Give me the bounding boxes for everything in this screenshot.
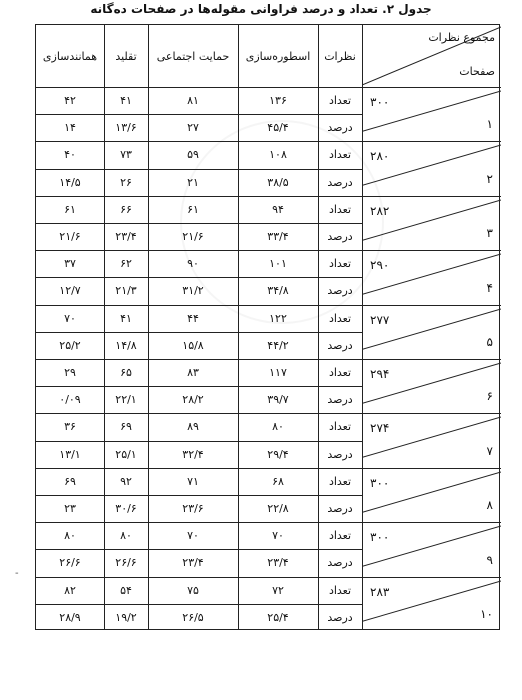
percent-label-cell: درصد <box>327 121 353 135</box>
header-pages: صفحات <box>459 65 495 78</box>
header-corner-cell <box>362 25 501 87</box>
count-social-cell: ۵۹ <box>187 148 199 162</box>
percent-identification-cell: ۲۳ <box>64 502 76 516</box>
count-social-cell: ۷۰ <box>187 529 199 543</box>
count-imitation-cell: ۶۵ <box>120 366 132 380</box>
page-cell <box>362 305 501 359</box>
count-label-cell: تعداد <box>328 420 352 434</box>
page-number: ۹ <box>486 552 493 567</box>
row-divider <box>36 332 362 333</box>
count-identification-cell: ۲۹ <box>64 366 76 380</box>
page-total-views: ۲۸۳ <box>370 584 390 599</box>
count-myth-cell: ۱۰۱ <box>269 257 287 271</box>
percent-imitation-cell: ۲۵/۱ <box>115 447 137 461</box>
page-number: ۲ <box>486 171 493 186</box>
percent-myth-cell: ۲۵/۴ <box>267 610 289 624</box>
count-social-cell: ۴۴ <box>187 311 199 325</box>
percent-imitation-cell: ۲۳/۴ <box>115 230 137 244</box>
percent-identification-cell: ۲۸/۹ <box>59 610 81 624</box>
percent-identification-cell: ۲۵/۲ <box>59 338 81 352</box>
count-identification-cell: ۸۰ <box>64 529 76 543</box>
count-social-cell: ۸۹ <box>187 420 199 434</box>
count-myth-cell: ۷۰ <box>272 529 284 543</box>
row-divider <box>36 114 362 115</box>
row-divider <box>36 169 362 170</box>
percent-imitation-cell: ۲۲/۱ <box>115 393 137 407</box>
page-total-views: ۲۷۷ <box>370 312 390 327</box>
percent-label-cell: درصد <box>327 175 353 189</box>
percent-social-cell: ۲۱ <box>187 175 199 189</box>
percent-imitation-cell: ۳۰/۶ <box>115 502 137 516</box>
col-divider <box>318 25 319 629</box>
page-cell <box>362 141 501 195</box>
percent-label-cell: درصد <box>327 393 353 407</box>
percent-myth-cell: ۳۹/۷ <box>267 393 289 407</box>
percent-social-cell: ۱۵/۸ <box>182 338 204 352</box>
percent-identification-cell: ۲۱/۶ <box>59 230 81 244</box>
page-total-views: ۳۰۰ <box>370 475 390 490</box>
percent-social-cell: ۳۱/۲ <box>182 284 204 298</box>
percent-identification-cell: ۰/۰۹ <box>59 393 81 407</box>
page-cell <box>362 413 501 467</box>
percent-imitation-cell: ۱۴/۸ <box>115 338 137 352</box>
page-number: ۴ <box>486 280 493 295</box>
percent-myth-cell: ۲۲/۸ <box>267 502 289 516</box>
percent-identification-cell: ۲۶/۶ <box>59 556 81 570</box>
row-divider <box>36 441 362 442</box>
page-number: ۸ <box>486 498 493 513</box>
col-divider <box>148 25 149 629</box>
count-identification-cell: ۸۲ <box>64 583 76 597</box>
count-identification-cell: ۴۰ <box>64 148 76 162</box>
percent-imitation-cell: ۲۶/۶ <box>115 556 137 570</box>
count-label-cell: تعداد <box>328 529 352 543</box>
percent-myth-cell: ۲۹/۴ <box>267 447 289 461</box>
page-number: ۶ <box>486 389 493 404</box>
count-identification-cell: ۴۲ <box>64 94 76 108</box>
count-label-cell: تعداد <box>328 311 352 325</box>
percent-identification-cell: ۱۳/۱ <box>59 447 81 461</box>
count-myth-cell: ۱۱۷ <box>269 366 287 380</box>
percent-label-cell: درصد <box>327 610 353 624</box>
count-identification-cell: ۳۷ <box>64 257 76 271</box>
page-cell <box>362 522 501 576</box>
count-myth-cell: ۹۴ <box>272 202 284 216</box>
page-total-views: ۳۰۰ <box>370 530 390 545</box>
count-social-cell: ۹۰ <box>187 257 199 271</box>
percent-imitation-cell: ۱۳/۶ <box>115 121 137 135</box>
count-imitation-cell: ۷۳ <box>120 148 132 162</box>
margin-mark: - <box>15 568 19 579</box>
count-identification-cell: ۷۰ <box>64 311 76 325</box>
percent-label-cell: درصد <box>327 502 353 516</box>
count-myth-cell: ۱۰۸ <box>269 148 287 162</box>
percent-social-cell: ۲۷ <box>187 121 199 135</box>
count-label-cell: تعداد <box>328 366 352 380</box>
col-divider <box>362 25 363 629</box>
count-label-cell: تعداد <box>328 148 352 162</box>
percent-label-cell: درصد <box>327 447 353 461</box>
percent-social-cell: ۲۳/۴ <box>182 556 204 570</box>
percent-social-cell: ۲۱/۶ <box>182 230 204 244</box>
page-number: ۵ <box>486 334 493 349</box>
count-label-cell: تعداد <box>328 257 352 271</box>
count-social-cell: ۷۵ <box>187 583 199 597</box>
count-imitation-cell: ۴۱ <box>120 94 132 108</box>
header-imitation: تقلید <box>115 49 137 63</box>
percent-social-cell: ۲۸/۲ <box>182 393 204 407</box>
page-total-views: ۳۰۰ <box>370 95 390 109</box>
percent-imitation-cell: ۱۹/۲ <box>115 610 137 624</box>
percent-imitation-cell: ۲۶ <box>120 175 132 189</box>
percent-myth-cell: ۴۴/۲ <box>267 338 289 352</box>
percent-myth-cell: ۴۵/۴ <box>267 121 289 135</box>
header-total-views: مجموع نظرات <box>428 31 495 44</box>
page-cell <box>362 87 501 141</box>
header-social-support: حمایت اجتماعی <box>156 49 230 63</box>
row-divider <box>36 495 362 496</box>
count-label-cell: تعداد <box>328 202 352 216</box>
count-myth-cell: ۷۲ <box>272 583 284 597</box>
percent-label-cell: درصد <box>327 338 353 352</box>
page-total-views: ۲۷۴ <box>370 421 390 436</box>
table-caption: جدول ۲. تعداد و درصد فراوانی مقوله‌ها در صفحات ده‌گانه <box>90 2 432 16</box>
row-divider <box>36 549 362 550</box>
percent-label-cell: درصد <box>327 284 353 298</box>
row-divider <box>36 277 362 278</box>
page-cell <box>362 250 501 304</box>
count-label-cell: تعداد <box>328 583 352 597</box>
percent-identification-cell: ۱۴/۵ <box>59 175 81 189</box>
count-imitation-cell: ۸۰ <box>120 529 132 543</box>
frequency-table <box>35 24 500 630</box>
table-header-row <box>36 25 499 87</box>
page-cell <box>362 468 501 522</box>
page-number: ۱ <box>486 117 493 132</box>
count-imitation-cell: ۵۴ <box>120 583 132 597</box>
percent-identification-cell: ۱۴ <box>64 121 76 135</box>
page-cell <box>362 359 501 413</box>
count-myth-cell: ۱۳۶ <box>269 94 287 108</box>
count-social-cell: ۷۱ <box>187 474 199 488</box>
count-social-cell: ۸۱ <box>187 94 199 108</box>
percent-myth-cell: ۳۳/۴ <box>267 230 289 244</box>
row-divider <box>36 223 362 224</box>
col-divider <box>238 25 239 629</box>
header-myth-making: اسطوره‌سازی <box>245 49 311 63</box>
count-imitation-cell: ۶۶ <box>120 202 132 216</box>
col-divider <box>104 25 105 629</box>
count-identification-cell: ۶۱ <box>64 202 76 216</box>
percent-social-cell: ۲۳/۶ <box>182 502 204 516</box>
page-total-views: ۲۹۴ <box>370 367 390 381</box>
page-total-views: ۲۸۲ <box>370 203 390 218</box>
count-myth-cell: ۸۰ <box>272 420 284 434</box>
percent-label-cell: درصد <box>327 230 353 244</box>
page-number: ۱۰ <box>480 606 493 621</box>
row-divider <box>36 386 362 387</box>
percent-imitation-cell: ۲۱/۳ <box>115 284 137 298</box>
header-identification: همانندسازی <box>42 49 98 63</box>
page-total-views: ۲۸۰ <box>370 149 390 164</box>
page-number: ۷ <box>486 443 493 458</box>
percent-social-cell: ۳۲/۴ <box>182 447 204 461</box>
percent-label-cell: درصد <box>327 556 353 570</box>
percent-myth-cell: ۲۳/۴ <box>267 556 289 570</box>
count-imitation-cell: ۹۲ <box>120 474 132 488</box>
percent-myth-cell: ۳۸/۵ <box>267 175 289 189</box>
count-social-cell: ۶۱ <box>187 202 199 216</box>
count-label-cell: تعداد <box>328 474 352 488</box>
count-identification-cell: ۶۹ <box>64 474 76 488</box>
count-myth-cell: ۶۸ <box>272 474 284 488</box>
percent-myth-cell: ۳۴/۸ <box>267 284 289 298</box>
page-cell <box>362 196 501 250</box>
count-label-cell: تعداد <box>328 94 352 108</box>
count-imitation-cell: ۶۲ <box>120 257 132 271</box>
percent-identification-cell: ۱۲/۷ <box>59 284 81 298</box>
page-cell <box>362 577 501 631</box>
count-myth-cell: ۱۲۲ <box>269 311 287 325</box>
page-total-views: ۲۹۰ <box>370 258 390 273</box>
row-divider <box>36 604 362 605</box>
percent-social-cell: ۲۶/۵ <box>182 610 204 624</box>
count-imitation-cell: ۴۱ <box>120 311 132 325</box>
count-imitation-cell: ۶۹ <box>120 420 132 434</box>
count-social-cell: ۸۳ <box>187 366 199 380</box>
header-views: نظرات <box>324 49 356 63</box>
count-identification-cell: ۳۶ <box>64 420 76 434</box>
page-number: ۳ <box>486 226 493 241</box>
